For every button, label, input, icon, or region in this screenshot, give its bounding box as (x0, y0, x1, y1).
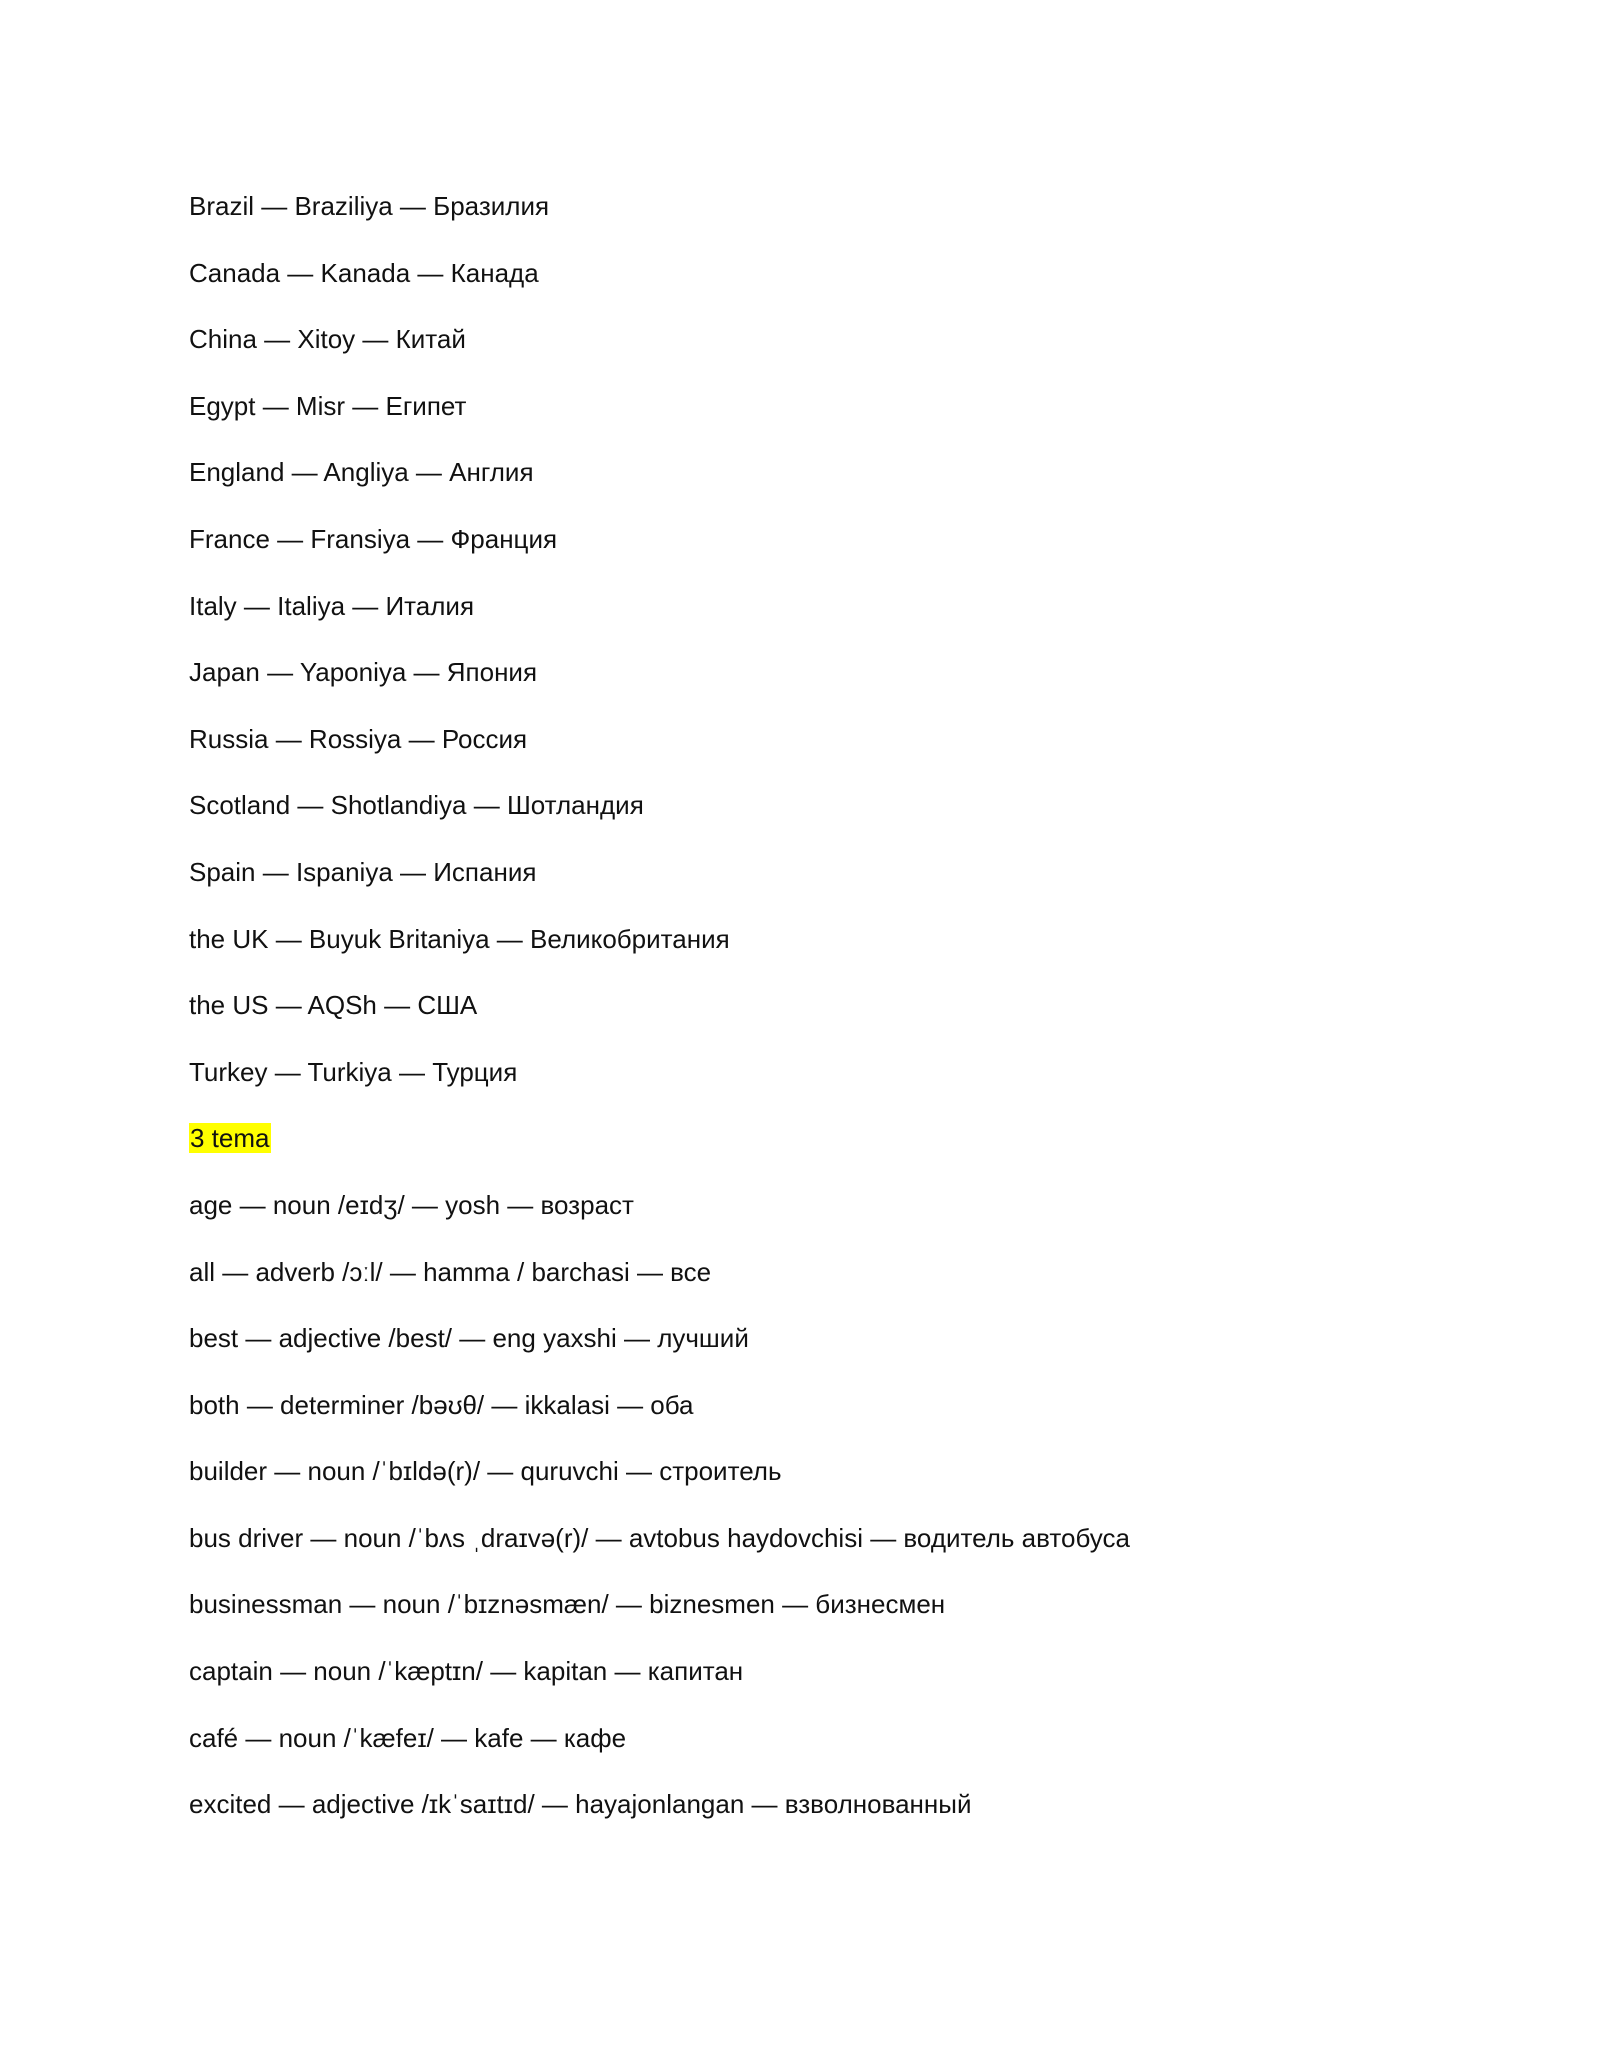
country-line-china (189, 317, 1489, 384)
line-text: builder — noun /ˈbɪldə(r)/ — quruvchi — строитель (189, 1456, 782, 1487)
line-text: businessman — noun /ˈbɪznəsmæn/ — biznesmen — бизнесмен (189, 1589, 946, 1620)
line-text: café — noun /ˈkæfeɪ/ — kafe — кафе (189, 1722, 627, 1753)
vocab-line-excited (189, 1782, 1489, 1849)
country-line-turkey (189, 1050, 1489, 1117)
vocab-line-all (189, 1250, 1489, 1317)
country-line-uk (189, 917, 1489, 984)
vocab-line-best (189, 1316, 1489, 1383)
line-text: Egypt — Misr — Египет (189, 390, 467, 421)
line-text: China — Xitoy — Китай (189, 324, 466, 355)
line-text: France — Fransiya — Франция (189, 523, 558, 554)
line-text: Scotland — Shotlandiya — Шотландия (189, 790, 644, 821)
line-text: the US — AQSh — США (189, 990, 478, 1021)
line-text: best — adjective /best/ — eng yaxshi — лучший (189, 1323, 749, 1354)
highlighted-section-heading: 3 tema (190, 1123, 270, 1154)
line-text: Italy — Italiya — Италия (189, 590, 475, 621)
line-text: Turkey — Turkiya — Турция (189, 1056, 518, 1087)
vocab-line-captain (189, 1649, 1489, 1716)
country-line-italy (189, 584, 1489, 651)
line-text: captain — noun /ˈkæptɪn/ — kapitan — капитан (189, 1656, 744, 1687)
vocab-line-age (189, 1183, 1489, 1250)
country-line-canada (189, 251, 1489, 318)
line-text: Spain — Ispaniya — Испания (189, 856, 537, 887)
line-text: excited — adjective /ɪkˈsaɪtɪd/ — hayajonlangan — взволнованный (189, 1789, 972, 1820)
vocab-line-builder (189, 1449, 1489, 1516)
section-heading-line (189, 1116, 1489, 1183)
vocab-line-cafe (189, 1716, 1489, 1783)
line-text: bus driver — noun /ˈbʌs ˌdraɪvə(r)/ — avtobus haydovchisi — водитель автобуса (189, 1522, 1130, 1553)
country-line-egypt (189, 384, 1489, 451)
country-line-brazil (189, 184, 1489, 251)
country-line-japan (189, 650, 1489, 717)
line-text: Brazil — Braziliya — Бразилия (189, 191, 550, 221)
line-text: both — determiner /bəʊθ/ — ikkalasi — оба (189, 1389, 694, 1420)
line-text: England — Angliya — Англия (189, 457, 534, 488)
country-line-scotland (189, 783, 1489, 850)
country-line-russia (189, 717, 1489, 784)
document-body (189, 184, 1489, 1849)
country-line-england (189, 450, 1489, 517)
vocab-line-both (189, 1383, 1489, 1450)
line-text: the UK — Buyuk Britaniya — Великобритания (189, 923, 730, 954)
line-text: age — noun /eɪdʒ/ — yosh — возраст (189, 1189, 634, 1220)
line-text: Russia — Rossiya — Россия (189, 723, 528, 754)
country-line-spain (189, 850, 1489, 917)
line-text: all — adverb /ɔːl/ — hamma / barchasi — все (189, 1256, 712, 1287)
vocab-line-bus-driver (189, 1516, 1489, 1583)
line-text: Canada — Kanada — Канада (189, 257, 539, 288)
vocab-line-businessman (189, 1582, 1489, 1649)
line-text: Japan — Yaponiya — Япония (189, 657, 538, 688)
country-line-us (189, 983, 1489, 1050)
country-line-france (189, 517, 1489, 584)
